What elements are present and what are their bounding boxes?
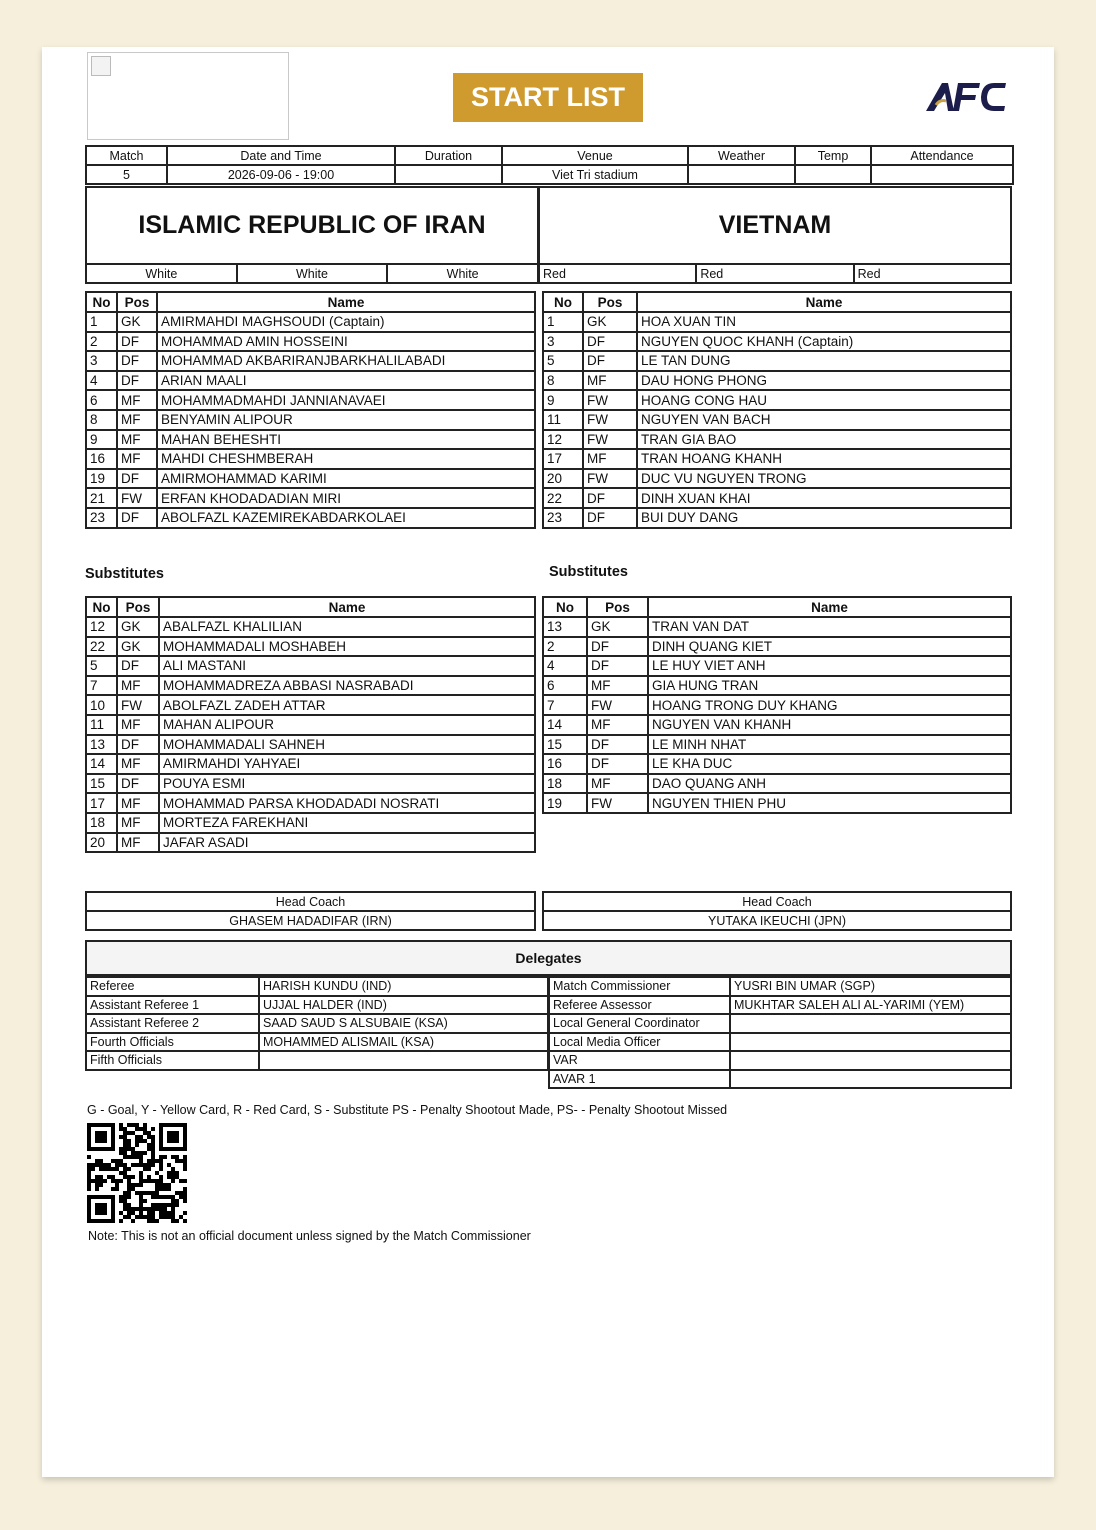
player-position: MF [583,371,637,391]
player-position: DF [117,371,157,391]
table-row [543,508,1011,528]
match-info-header-row [86,146,1013,165]
home-kit-3: White [387,264,538,283]
qr-code [87,1123,187,1223]
table-row [86,332,535,352]
player-number: 8 [543,371,583,391]
table-row [543,449,1011,469]
away-kit-colors [538,263,1012,284]
col-pos: Pos [587,597,648,617]
table-row [86,488,535,508]
delegate-name: MOHAMMED ALISMAIL (KSA) [259,1033,548,1052]
player-position: FW [587,793,648,813]
col-pos: Pos [117,597,159,617]
player-name: ALI MASTANI [159,656,535,676]
away-coach-table [542,891,1012,931]
delegate-name [730,1051,1011,1070]
player-number: 2 [543,637,587,657]
table-row [549,1070,1011,1089]
player-position: DF [583,488,637,508]
player-position: MF [117,390,157,410]
player-position: DF [587,656,648,676]
player-name: AMIRMOHAMMAD KARIMI [157,469,535,489]
header-venue: Venue [502,146,688,165]
player-number: 15 [86,774,117,794]
player-position: DF [587,754,648,774]
away-substitutes-table [542,596,1012,814]
table-row [86,656,535,676]
table-row [543,735,1011,755]
table-row [549,977,1011,996]
player-name: BENYAMIN ALIPOUR [157,410,535,430]
player-number: 10 [86,695,117,715]
header-attendance: Attendance [871,146,1013,165]
player-name: MORTEZA FAREKHANI [159,813,535,833]
player-name: NGUYEN VAN KHANH [648,715,1011,735]
player-number: 2 [86,332,117,352]
value-date-time: 2026-09-06 - 19:00 [167,165,395,184]
table-row [543,676,1011,696]
player-position: FW [583,390,637,410]
player-number: 12 [543,430,583,450]
delegate-role: Local Media Officer [549,1033,730,1052]
player-position: DF [117,508,157,528]
col-name: Name [159,597,535,617]
delegate-role: AVAR 1 [549,1070,730,1089]
table-row [543,410,1011,430]
player-name: HOA XUAN TIN [637,312,1011,332]
header-duration: Duration [395,146,502,165]
player-number: 23 [86,508,117,528]
player-position: DF [583,351,637,371]
away-kit-3: Red [854,264,1011,283]
player-name: MOHAMMAD AKBARIRANJBARKHALILABADI [157,351,535,371]
table-row [86,351,535,371]
table-row [86,774,535,794]
player-number: 23 [543,508,583,528]
delegate-name [730,1014,1011,1033]
home-subs-header [86,597,535,617]
player-number: 17 [86,793,117,813]
player-number: 18 [543,774,587,794]
delegate-role: Fourth Officials [86,1033,259,1052]
table-row [86,813,535,833]
player-name: NGUYEN QUOC KHANH (Captain) [637,332,1011,352]
table-row [543,351,1011,371]
player-position: MF [117,430,157,450]
player-name: LE TAN DUNG [637,351,1011,371]
player-position: GK [117,637,159,657]
player-number: 22 [86,637,117,657]
player-position: MF [117,793,159,813]
legend-text: G - Goal, Y - Yellow Card, R - Red Card, S - Substitute PS - Penalty Shootout Made, PS- - Penalty Shootout Missed [87,1103,728,1117]
table-row [86,430,535,450]
player-position: GK [117,617,159,637]
table-row [549,996,1011,1015]
player-number: 12 [86,617,117,637]
player-number: 4 [543,656,587,676]
delegate-role: Referee [86,977,259,996]
player-position: MF [117,715,159,735]
value-duration [395,165,502,184]
table-row [86,371,535,391]
table-row [86,1033,548,1052]
player-name: MOHAMMADREZA ABBASI NASRABADI [159,676,535,696]
player-position: DF [117,656,159,676]
player-name: DAU HONG PHONG [637,371,1011,391]
delegate-role: VAR [549,1051,730,1070]
col-no: No [86,597,117,617]
player-number: 9 [543,390,583,410]
table-row [543,754,1011,774]
player-name: MOHAMMAD PARSA KHODADADI NOSRATI [159,793,535,813]
delegate-name [259,1051,548,1070]
table-row [543,617,1011,637]
home-kit-colors [85,263,539,284]
player-position: GK [583,312,637,332]
table-row [86,977,548,996]
player-number: 9 [86,430,117,450]
table-row [543,656,1011,676]
broken-image-placeholder [87,52,289,140]
col-name: Name [648,597,1011,617]
table-row [543,312,1011,332]
value-attendance [871,165,1013,184]
player-position: MF [117,754,159,774]
afc-logo [924,77,1010,115]
col-name: Name [157,292,535,312]
player-number: 6 [543,676,587,696]
delegate-role: Assistant Referee 1 [86,996,259,1015]
table-row [86,715,535,735]
delegate-role: Referee Assessor [549,996,730,1015]
delegate-name [730,1070,1011,1089]
table-row [543,390,1011,410]
player-name: MOHAMMAD AMIN HOSSEINI [157,332,535,352]
player-number: 7 [543,695,587,715]
table-row [543,695,1011,715]
table-row [86,410,535,430]
player-number: 21 [86,488,117,508]
col-pos: Pos [583,292,637,312]
player-name: HOANG CONG HAU [637,390,1011,410]
table-row [86,637,535,657]
table-row [543,715,1011,735]
delegate-role: Match Commissioner [549,977,730,996]
delegate-name: SAAD SAUD S ALSUBAIE (KSA) [259,1014,548,1033]
player-position: MF [117,833,159,853]
player-name: NGUYEN THIEN PHU [648,793,1011,813]
player-position: FW [117,488,157,508]
col-no: No [543,292,583,312]
delegate-name [730,1033,1011,1052]
player-number: 15 [543,735,587,755]
delegate-name: HARISH KUNDU (IND) [259,977,548,996]
player-name: HOANG TRONG DUY KHANG [648,695,1011,715]
player-position: DF [117,735,159,755]
player-name: MOHAMMADMAHDI JANNIANAVAEI [157,390,535,410]
player-name: DUC VU NGUYEN TRONG [637,469,1011,489]
player-name: POUYA ESMI [159,774,535,794]
player-number: 13 [86,735,117,755]
player-name: BUI DUY DANG [637,508,1011,528]
player-name: JAFAR ASADI [159,833,535,853]
table-row [543,332,1011,352]
player-position: DF [583,332,637,352]
player-number: 1 [543,312,583,332]
player-position: FW [587,695,648,715]
disclaimer-note: Note: This is not an official document unless signed by the Match Commissioner [88,1229,531,1243]
delegates-title: Delegates [85,940,1012,976]
player-position: MF [587,774,648,794]
home-coach-table [85,891,536,931]
player-number: 14 [86,754,117,774]
player-position: MF [583,449,637,469]
player-position: DF [117,774,159,794]
table-row [86,1014,548,1033]
player-number: 16 [543,754,587,774]
delegate-name: UJJAL HALDER (IND) [259,996,548,1015]
table-row [543,488,1011,508]
col-pos: Pos [117,292,157,312]
home-kit-2: White [237,264,388,283]
player-number: 8 [86,410,117,430]
player-name: MOHAMMADALI MOSHABEH [159,637,535,657]
player-number: 17 [543,449,583,469]
header-match: Match [86,146,167,165]
home-substitutes-table [85,596,536,853]
player-number: 16 [86,449,117,469]
player-name: ARIAN MAALI [157,371,535,391]
player-name: TRAN HOANG KHANH [637,449,1011,469]
player-name: AMIRMAHDI MAGHSOUDI (Captain) [157,312,535,332]
value-weather [688,165,795,184]
player-name: DAO QUANG ANH [648,774,1011,794]
home-players-header [86,292,535,312]
player-number: 5 [86,656,117,676]
player-name: ERFAN KHODADADIAN MIRI [157,488,535,508]
away-coach-name: YUTAKA IKEUCHI (JPN) [543,911,1011,930]
player-number: 20 [543,469,583,489]
player-number: 3 [543,332,583,352]
player-name: MAHAN ALIPOUR [159,715,535,735]
document-page [42,47,1054,1477]
player-position: DF [587,735,648,755]
col-name: Name [637,292,1011,312]
player-number: 11 [86,715,117,735]
value-match: 5 [86,165,167,184]
delegates-right-table [548,976,1012,1089]
table-row [543,469,1011,489]
table-row [543,793,1011,813]
table-row [86,833,535,853]
away-kit-1: Red [539,264,696,283]
player-name: DINH QUANG KIET [648,637,1011,657]
player-number: 4 [86,371,117,391]
player-name: LE HUY VIET ANH [648,656,1011,676]
player-name: DINH XUAN KHAI [637,488,1011,508]
table-row [86,793,535,813]
player-position: MF [117,813,159,833]
delegate-role: Assistant Referee 2 [86,1014,259,1033]
player-position: DF [117,332,157,352]
player-position: MF [587,715,648,735]
player-position: FW [583,410,637,430]
table-row [549,1014,1011,1033]
player-name: LE KHA DUC [648,754,1011,774]
table-row [86,996,548,1015]
header-temp: Temp [795,146,871,165]
away-subs-header [543,597,1011,617]
delegate-name: MUKHTAR SALEH ALI AL-YARIMI (YEM) [730,996,1011,1015]
table-row [86,469,535,489]
player-position: DF [117,469,157,489]
home-kit-1: White [86,264,237,283]
player-name: ABOLFAZL ZADEH ATTAR [159,695,535,715]
page-title: START LIST [453,73,643,122]
delegate-name: YUSRI BIN UMAR (SGP) [730,977,1011,996]
player-number: 3 [86,351,117,371]
player-number: 18 [86,813,117,833]
table-row [543,371,1011,391]
table-row [86,754,535,774]
value-temp [795,165,871,184]
value-venue: Viet Tri stadium [502,165,688,184]
player-position: DF [587,637,648,657]
away-team-name: VIETNAM [538,186,1012,265]
player-number: 6 [86,390,117,410]
player-position: DF [583,508,637,528]
player-position: GK [117,312,157,332]
player-position: DF [117,351,157,371]
away-players-table [542,291,1012,529]
player-position: MF [117,676,159,696]
match-info-table [85,145,1014,185]
player-number: 5 [543,351,583,371]
away-players-header [543,292,1011,312]
table-row [86,617,535,637]
table-row [549,1033,1011,1052]
table-row [543,430,1011,450]
player-position: FW [117,695,159,715]
player-name: LE MINH NHAT [648,735,1011,755]
player-number: 7 [86,676,117,696]
player-position: MF [587,676,648,696]
player-number: 11 [543,410,583,430]
table-row [86,695,535,715]
player-number: 20 [86,833,117,853]
table-row [543,637,1011,657]
delegate-role: Local General Coordinator [549,1014,730,1033]
away-substitutes-label: Substitutes [549,564,628,580]
home-players-table [85,291,536,529]
header-date-time: Date and Time [167,146,395,165]
broken-image-icon [91,56,111,76]
player-position: MF [117,449,157,469]
player-number: 19 [86,469,117,489]
away-kit-2: Red [696,264,853,283]
player-position: GK [587,617,648,637]
table-row [86,312,535,332]
player-name: ABOLFAZL KAZEMIREKABDARKOLAEI [157,508,535,528]
player-name: GIA HUNG TRAN [648,676,1011,696]
table-row [86,735,535,755]
player-name: MOHAMMADALI SAHNEH [159,735,535,755]
player-name: AMIRMAHDI YAHYAEI [159,754,535,774]
table-row [549,1051,1011,1070]
player-position: MF [117,410,157,430]
table-row [86,508,535,528]
header-weather: Weather [688,146,795,165]
player-position: FW [583,430,637,450]
home-team-name: ISLAMIC REPUBLIC OF IRAN [85,186,539,265]
col-no: No [86,292,117,312]
away-coach-label: Head Coach [543,892,1011,911]
delegates-left-table [85,976,549,1071]
home-coach-label: Head Coach [86,892,535,911]
home-substitutes-label: Substitutes [85,566,164,582]
player-name: ABALFAZL KHALILIAN [159,617,535,637]
delegate-role: Fifth Officials [86,1051,259,1070]
table-row [86,1051,548,1070]
player-name: TRAN VAN DAT [648,617,1011,637]
table-row [86,390,535,410]
player-position: FW [583,469,637,489]
player-number: 14 [543,715,587,735]
table-row [86,449,535,469]
table-row [543,774,1011,794]
player-name: MAHDI CHESHMBERAH [157,449,535,469]
player-name: TRAN GIA BAO [637,430,1011,450]
home-coach-name: GHASEM HADADIFAR (IRN) [86,911,535,930]
player-name: MAHAN BEHESHTI [157,430,535,450]
match-info-value-row [86,165,1013,184]
table-row [86,676,535,696]
player-number: 22 [543,488,583,508]
player-name: NGUYEN VAN BACH [637,410,1011,430]
col-no: No [543,597,587,617]
player-number: 1 [86,312,117,332]
player-number: 19 [543,793,587,813]
player-number: 13 [543,617,587,637]
